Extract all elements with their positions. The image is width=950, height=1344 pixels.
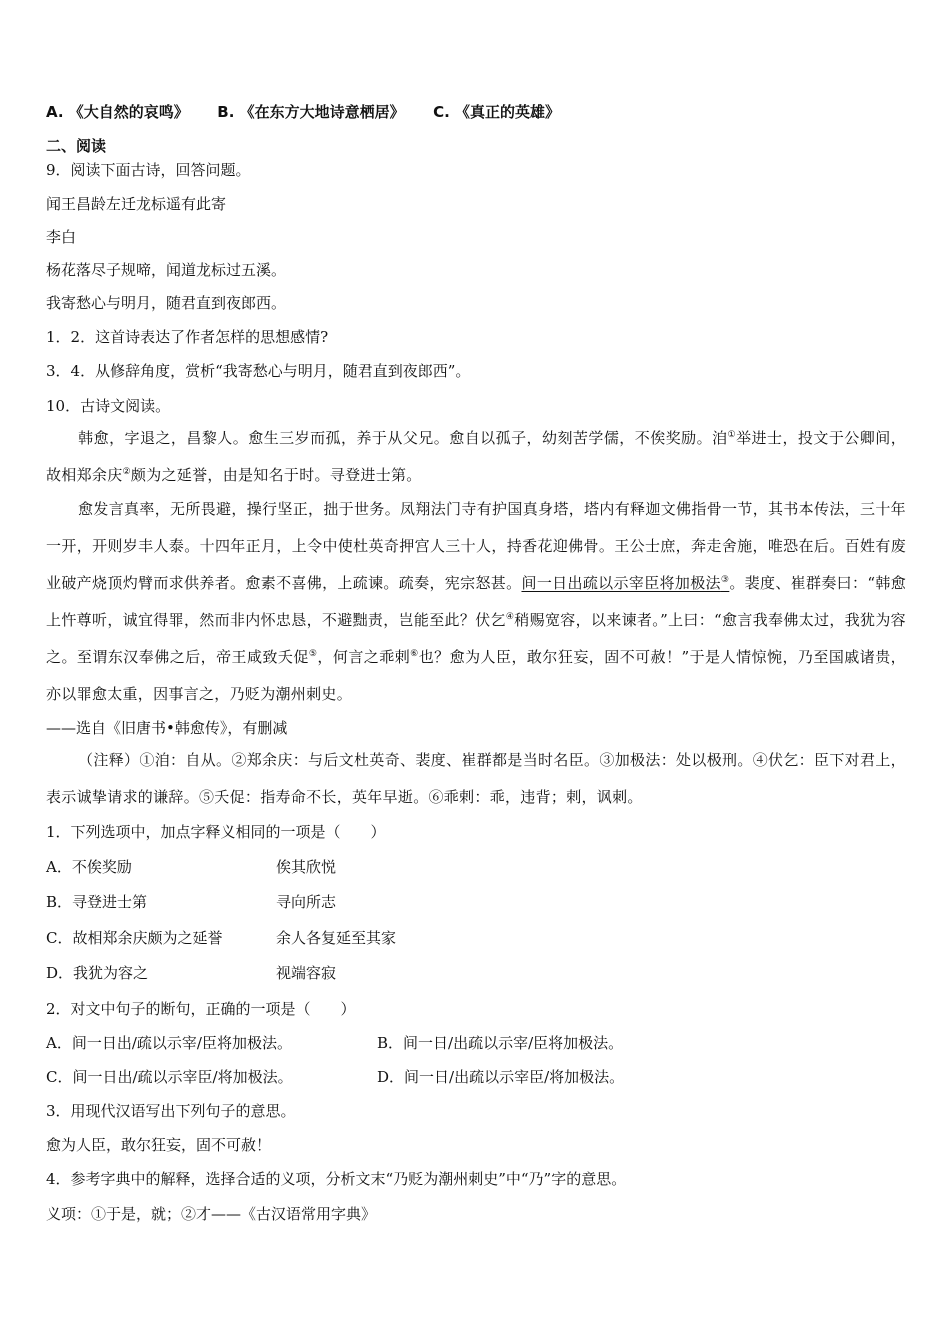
- q10-para1-text-c: 颇为之延誉，由是知名于时。寻登进士第。: [130, 466, 422, 484]
- q10-1-option-d-left: D．我犹为容之: [46, 964, 149, 982]
- note-ref-4: ④: [505, 612, 515, 622]
- q9-poem-line-2: 我寄愁心与明月，随君直到夜郎西。: [46, 294, 287, 312]
- note-ref-3: ③: [720, 575, 730, 585]
- q10-para2-text-c: 稍赐宽容，以来谏者。”上曰：“愈言我奉佛太过，我犹为容之。至谓东汉奉佛之后，帝王咸致夭促: [46, 611, 906, 666]
- note-ref-1: ①: [727, 430, 737, 440]
- q10-1-stem: 1．下列选项中，加点字释义相同的一项是（ ）: [46, 823, 386, 841]
- q10-para2-text-e: 也？愈为人臣，敢尔狂妄，固不可赦！”于是人情惊惋，乃至国戚诸贵，亦以罪愈太重，因事言之，乃贬为潮州刺史。: [46, 648, 906, 703]
- q9-poem-line-1: 杨花落尽子规啼，闻道龙标过五溪。: [46, 261, 287, 279]
- q10-1-option-b-right: 寻向所志: [276, 893, 337, 911]
- q10-1-option-c-left: C．故相郑余庆颇为之延誉: [46, 929, 223, 947]
- note-ref-2: ②: [122, 467, 131, 477]
- passage-notes: [46, 742, 906, 816]
- q10-1-option-a-right: 俟其欣悦: [276, 858, 337, 876]
- q10-4-stem: 4．参考字典中的解释，选择合适的义项，分析文末“乃贬为潮州刺史”中“乃”字的意思。: [46, 1170, 627, 1188]
- q10-1-option-d-right: 视端容寂: [276, 964, 337, 982]
- q10-para1-text-b: 举进士，投文于公卿间，故相郑余庆: [46, 429, 906, 484]
- q9-subquestion-2: 3．4．从修辞角度，赏析“我寄愁心与明月，随君直到夜郎西”。: [46, 362, 471, 380]
- q10-2-option-a: A．间一日出/疏以示宰/臣将加极法。: [46, 1034, 292, 1052]
- q10-3-sentence: 愈为人臣，敢尔狂妄，固不可赦！: [46, 1136, 272, 1154]
- note-ref-5: ⑤: [308, 649, 318, 659]
- q10-1-option-c-right: 余人各复延至其家: [276, 929, 397, 947]
- q9-subquestion-1: 1．2．这首诗表达了作者怎样的思想感情?: [46, 328, 329, 346]
- q10-para2-text-b: 。裴度、崔群奏曰：“韩愈上忤尊听，诚宜得罪，然而非内怀忠恳，不避黜责，岂能至此？伏乞: [46, 574, 906, 629]
- underlined-sentence-text: 间一日出疏以示宰臣将加极法: [521, 574, 721, 592]
- q8-options-row: [46, 102, 560, 122]
- q10-passage-paragraph-2: [46, 491, 906, 713]
- q10-passage-paragraph-1: [46, 420, 906, 494]
- note-ref-6: ⑥: [410, 649, 419, 659]
- q10-prompt: 10．古诗文阅读。: [46, 397, 171, 415]
- q10-para2-text-d: ，何言之乖剌: [317, 648, 411, 666]
- q10-1-option-b-left: B．寻登进士第: [46, 893, 148, 911]
- q10-2-option-d: D．间一日/出疏以示宰臣/将加极法。: [377, 1068, 625, 1086]
- q8-option-c: C. 《真正的英雄》: [433, 103, 561, 121]
- q9-poem-title: 闻王昌龄左迁龙标遥有此寄: [46, 195, 227, 213]
- q8-option-b: B. 《在东方大地诗意栖居》: [217, 103, 405, 121]
- section-title: 二、阅读: [46, 137, 107, 155]
- q9-author: 李白: [46, 228, 77, 246]
- q10-2-option-c: C．间一日出/疏以示宰臣/将加极法。: [46, 1068, 293, 1086]
- q9-prompt: 9．阅读下面古诗，回答问题。: [46, 161, 251, 179]
- q10-para1-text-a: 韩愈，字退之，昌黎人。愈生三岁而孤，养于从父兄。愈自以孤子，幼刻苦学儒，不俟奖励。洎: [78, 429, 728, 447]
- q10-3-stem: 3．用现代汉语写出下列句子的意思。: [46, 1102, 296, 1120]
- q8-option-a: A. 《大自然的哀鸣》: [46, 103, 189, 121]
- q10-4-dictionary-meanings: 义项：①于是，就；②才——《古汉语常用字典》: [46, 1205, 377, 1223]
- q10-para2-text-a: 愈发言真率，无所畏避，操行坚正，拙于世务。凤翔法门寺有护国真身塔，塔内有释迦文佛指骨一节，其书本传法，三十年一开，开则岁丰人泰。十四年正月，上令中使杜英奇押宫人三十人，持香花迎佛骨。王公士庶，奔走舍施，唯恐在后。百姓有废业破产烧顶灼臂而求供养者。愈素不喜佛，上疏谏。疏奏，宪宗怒甚。: [46, 500, 906, 592]
- q10-2-option-b: B．间一日/出疏以示宰/臣将加极法。: [377, 1034, 624, 1052]
- underlined-sentence: [521, 574, 729, 592]
- passage-notes-text: （注释）①洎：自从。②郑余庆：与后文杜英奇、裴度、崔群都是当时名臣。③加极法：处以极刑。④伏乞：臣下对君上，表示诚挚请求的谦辞。⑤夭促：指寿命不长，英年早逝。⑥乖剌：乖，违背；剌，讽刺。: [46, 751, 906, 806]
- q10-1-option-a-left: A．不俟奖励: [46, 858, 132, 876]
- q10-2-stem: 2．对文中句子的断句，正确的一项是（ ）: [46, 1000, 356, 1018]
- passage-source: ——选自《旧唐书•韩愈传》，有删减: [46, 719, 288, 737]
